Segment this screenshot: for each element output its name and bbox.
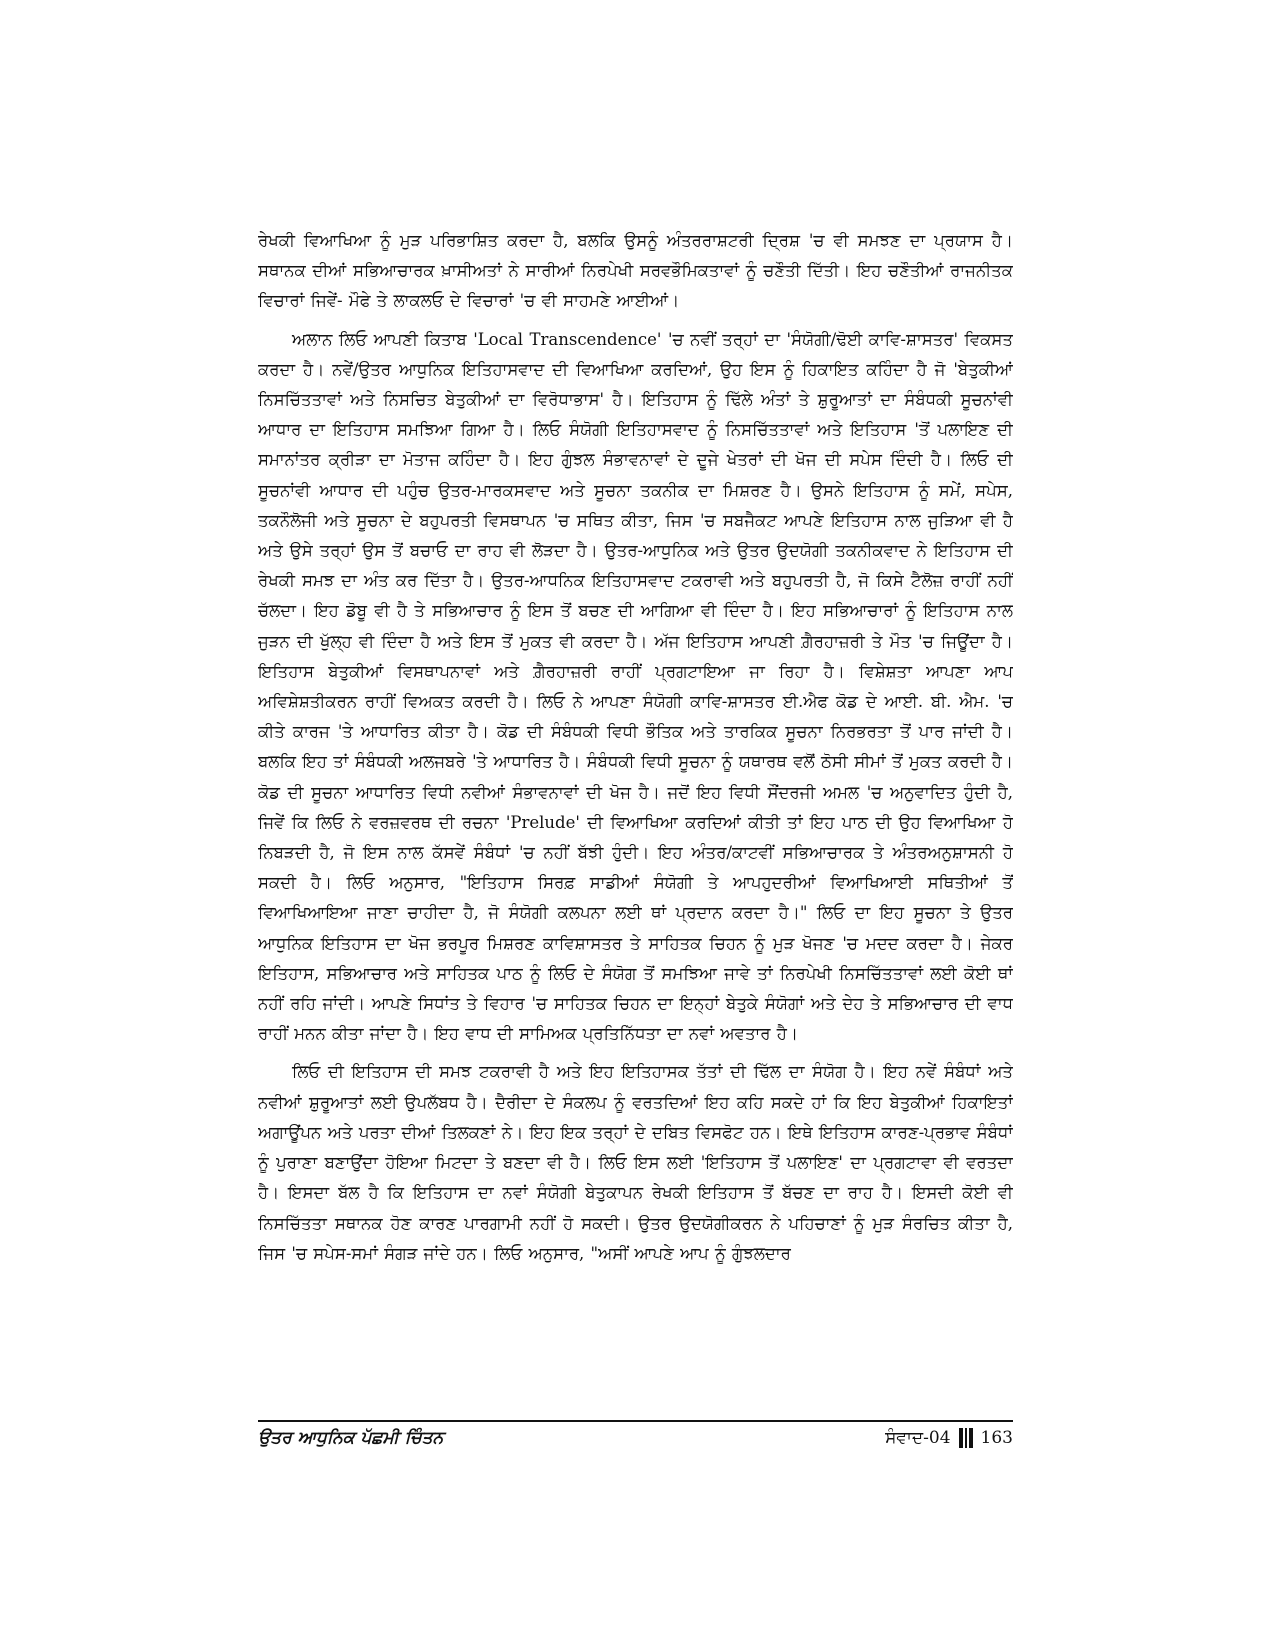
journal-name: ਸੰਵਾਦ-04 (885, 1428, 951, 1448)
body-text (258, 226, 1013, 1413)
paragraph: ਰੇਖਕੀ ਵਿਆਖਿਆ ਨੂੰ ਮੁੜ ਪਰਿਭਾਸ਼ਿਤ ਕਰਦਾ ਹੈ, ਬਲਕਿ ਉਸਨੂੰ ਅੰਤਰਰਾਸ਼ਟਰੀ ਦ੍ਰਿਸ਼ 'ਚ ਵੀ ਸਮਝਣ ਦਾ ਪ੍ਰਯਾਸ ਹੈ। ਸਥਾਨਕ ਦੀਆਂ ਸਭਿਆਚਾਰਕ ਖ਼ਾਸੀਅਤਾਂ ਨੇ ਸਾਰੀਆਂ ਨਿਰਪੇਖੀ ਸਰਵਭੌਮਿਕਤਾਵਾਂ ਨੂੰ ਚਣੌਤੀ ਦਿੱਤੀ। ਇਹ ਚਣੌਤੀਆਂ ਰਾਜਨੀਤਕ ਵਿਚਾਰਾਂ ਜਿਵੇਂ- ਮੌਫੇ ਤੇ ਲਾਕਲਓ ਦੇ ਵਿਚਾਰਾਂ 'ਚ ਵੀ ਸਾਹਮਣੇ ਆਈਆਂ। (258, 231, 1013, 311)
page-number: 163 (980, 1428, 1013, 1448)
footer-right (885, 1428, 1013, 1448)
document-page (258, 226, 1013, 1576)
paragraph: ਅਲਾਨ ਲਿਓ ਆਪਣੀ ਕਿਤਾਬ 'Local Transcendence' 'ਚ ਨਵੀਂ ਤਰ੍ਹਾਂ ਦਾ 'ਸੰਯੋਗੀ/ਢੋਈ ਕਾਵਿ-ਸ਼ਾਸਤਰ' ਵਿਕਸਤ ਕਰਦਾ ਹੈ। ਨਵੇਂ/ਉਤਰ ਆਧੁਨਿਕ ਇਤਿਹਾਸਵਾਦ ਦੀ ਵਿਆਖਿਆ ਕਰਦਿਆਂ, ਉਹ ਇਸ ਨੂੰ ਹਿਕਾਇਤ ਕਹਿੰਦਾ ਹੈ ਜੋ 'ਬੇਤੁਕੀਆਂ ਨਿਸਚਿੱਤਤਾਵਾਂ ਅਤੇ ਨਿਸਚਿਤ ਬੇਤੁਕੀਆਂ ਦਾ ਵਿਰੋਧਾਭਾਸ' ਹੈ। ਇਤਿਹਾਸ ਨੂੰ ਢਿੱਲੇ ਅੰਤਾਂ ਤੇ ਸ਼ੁਰੂਆਤਾਂ ਦਾ ਸੰਬੰਧਕੀ ਸੂਚਨਾਂਵੀ ਆਧਾਰ ਦਾ ਇਤਿਹਾਸ ਸਮਝਿਆ ਗਿਆ ਹੈ। ਲਿਓ ਸੰਯੋਗੀ ਇਤਿਹਾਸਵਾਦ ਨੂੰ ਨਿਸਚਿੱਤਤਾਵਾਂ ਅਤੇ ਇਤਿਹਾਸ 'ਤੋਂ ਪਲਾਇਣ ਦੀ ਸਮਾਨਾਂਤਰ ਕ੍ਰੀੜਾ ਦਾ ਮੋਤਾਜ ਕਹਿੰਦਾ ਹੈ। ਇਹ ਗੁੰਝਲ ਸੰਭਾਵਨਾਵਾਂ ਦੇ ਦੂਜੇ ਖੇਤਰਾਂ ਦੀ ਖੋਜ ਦੀ ਸਪੇਸ ਦਿੰਦੀ ਹੈ। ਲਿਓ ਦੀ ਸੂਚਨਾਂਵੀ ਆਧਾਰ ਦੀ ਪਹੁੰਚ ਉਤਰ-ਮਾਰਕਸਵਾਦ ਅਤੇ ਸੂਚਨਾ ਤਕਨੀਕ ਦਾ ਮਿਸ਼ਰਣ ਹੈ। ਉਸਨੇ ਇਤਿਹਾਸ ਨੂੰ ਸਮੇਂ, ਸਪੇਸ, ਤਕਨੌਲੋਜੀ ਅਤੇ ਸੂਚਨਾ ਦੇ ਬਹੁਪਰਤੀ ਵਿਸਥਾਪਨ 'ਚ ਸਥਿਤ ਕੀਤਾ, ਜਿਸ 'ਚ ਸਬਜੈਕਟ ਆਪਣੇ ਇਤਿਹਾਸ ਨਾਲ ਜੁੜਿਆ ਵੀ ਹੈ ਅਤੇ ਉਸੇ ਤਰ੍ਹਾਂ ਉਸ ਤੋਂ ਬਚਾਓ ਦਾ ਰਾਹ ਵੀ ਲੋੜਦਾ ਹੈ। ਉਤਰ-ਆਧੁਨਿਕ ਅਤੇ ਉਤਰ ਉਦਯੋਗੀ ਤਕਨੀਕਵਾਦ ਨੇ ਇਤਿਹਾਸ ਦੀ ਰੇਖਕੀ ਸਮਝ ਦਾ ਅੰਤ ਕਰ ਦਿੱਤਾ ਹੈ। ਉਤਰ-ਆਧਨਿਕ ਇਤਿਹਾਸਵਾਦ ਟਕਰਾਵੀ ਅਤੇ ਬਹੁਪਰਤੀ ਹੈ, ਜੋ ਕਿਸੇ ਟੈਲੋਜ਼ ਰਾਹੀਂ ਨਹੀਂ ਚੱਲਦਾ। ਇਹ ਡੋਬੂ ਵੀ ਹੈ ਤੇ ਸਭਿਆਚਾਰ ਨੂੰ ਇਸ ਤੋਂ ਬਚਣ ਦੀ ਆਗਿਆ ਵੀ ਦਿੰਦਾ ਹੈ। ਇਹ ਸਭਿਆਚਾਰਾਂ ਨੂੰ ਇਤਿਹਾਸ ਨਾਲ ਜੁੜਨ ਦੀ ਖੁੱਲ੍ਹ ਵੀ ਦਿੰਦਾ ਹੈ ਅਤੇ ਇਸ ਤੋਂ ਮੁਕਤ ਵੀ ਕਰਦਾ ਹੈ। ਅੱਜ ਇਤਿਹਾਸ ਆਪਣੀ ਗ਼ੈਰਹਾਜ਼ਰੀ ਤੇ ਮੌਤ 'ਚ ਜਿਊਂਦਾ ਹੈ। ਇਤਿਹਾਸ ਬੇਤੁਕੀਆਂ ਵਿਸਥਾਪਨਾਵਾਂ ਅਤੇ ਗ਼ੈਰਹਾਜ਼ਰੀ ਰਾਹੀਂ ਪ੍ਰਗਟਾਇਆ ਜਾ ਰਿਹਾ ਹੈ। ਵਿਸ਼ੇਸ਼ਤਾ ਆਪਣਾ ਆਪ ਅਵਿਸ਼ੇਸ਼ਤੀਕਰਨ ਰਾਹੀਂ ਵਿਅਕਤ ਕਰਦੀ ਹੈ। ਲਿਓ ਨੇ ਆਪਣਾ ਸੰਯੋਗੀ ਕਾਵਿ-ਸ਼ਾਸਤਰ ਈ.ਐਫ ਕੋਡ ਦੇ ਆਈ. ਬੀ. ਐਮ. 'ਚ ਕੀਤੇ ਕਾਰਜ 'ਤੇ ਆਧਾਰਿਤ ਕੀਤਾ ਹੈ। ਕੋਡ ਦੀ ਸੰਬੰਧਕੀ ਵਿਧੀ ਭੌਤਿਕ ਅਤੇ ਤਾਰਕਿਕ ਸੂਚਨਾ ਨਿਰਭਰਤਾ ਤੋਂ ਪਾਰ ਜਾਂਦੀ ਹੈ। ਬਲਕਿ ਇਹ ਤਾਂ ਸੰਬੰਧਕੀ ਅਲਜਬਰੇ 'ਤੇ ਆਧਾਰਿਤ ਹੈ। ਸੰਬੰਧਕੀ ਵਿਧੀ ਸੂਚਨਾ ਨੂੰ ਯਥਾਰਥ ਵਲੋਂ ਠੋਸੀ ਸੀਮਾਂ ਤੋਂ ਮੁਕਤ ਕਰਦੀ ਹੈ। ਕੋਡ ਦੀ ਸੂਚਨਾ ਆਧਾਰਿਤ ਵਿਧੀ ਨਵੀਆਂ ਸੰਭਾਵਨਾਵਾਂ ਦੀ ਖੋਜ ਹੈ। ਜਦੋਂ ਇਹ ਵਿਧੀ ਸੌਂਦਰਜੀ ਅਮਲ 'ਚ ਅਨੁਵਾਦਿਤ ਹੁੰਦੀ ਹੈ, ਜਿਵੇਂ ਕਿ ਲਿਓ ਨੇ ਵਰਜ਼ਵਰਥ ਦੀ ਰਚਨਾ 'Prelude' ਦੀ ਵਿਆਖਿਆ ਕਰਦਿਆਂ ਕੀਤੀ ਤਾਂ ਇਹ ਪਾਠ ਦੀ ਉਹ ਵਿਆਖਿਆ ਹੋ ਨਿਬੜਦੀ ਹੈ, ਜੋ ਇਸ ਨਾਲ ਕੱਸਵੇਂ ਸੰਬੰਧਾਂ 'ਚ ਨਹੀਂ ਬੱਝੀ ਹੁੰਦੀ। ਇਹ ਅੰਤਰ/ਕਾਟਵੀਂ ਸਭਿਆਚਾਰਕ ਤੇ ਅੰਤਰਅਨੁਸ਼ਾਸਨੀ ਹੋ ਸਕਦੀ ਹੈ। ਲਿਓ ਅਨੁਸਾਰ, "ਇਤਿਹਾਸ ਸਿਰਫ਼ ਸਾਡੀਆਂ ਸੰਯੋਗੀ ਤੇ ਆਪਹੁਦਰੀਆਂ ਵਿਆਖਿਆਈ ਸਥਿਤੀਆਂ ਤੋਂ ਵਿਆਖਿਆਇਆ ਜਾਣਾ ਚਾਹੀਦਾ ਹੈ, ਜੋ ਸੰਯੋਗੀ ਕਲਪਨਾ ਲਈ ਥਾਂ ਪ੍ਰਦਾਨ ਕਰਦਾ ਹੈ।" ਲਿਓ ਦਾ ਇਹ ਸੂਚਨਾ ਤੇ ਉਤਰ ਆਧੁਨਿਕ ਇਤਿਹਾਸ ਦਾ ਖੋਜ ਭਰਪੂਰ ਮਿਸ਼ਰਣ ਕਾਵਿਸ਼ਾਸਤਰ ਤੇ ਸਾਹਿਤਕ ਚਿਹਨ ਨੂੰ ਮੁੜ ਖੋਜਣ 'ਚ ਮਦਦ ਕਰਦਾ ਹੈ। ਜੇਕਰ ਇਤਿਹਾਸ, ਸਭਿਆਚਾਰ ਅਤੇ ਸਾਹਿਤਕ ਪਾਠ ਨੂੰ ਲਿਓ ਦੇ ਸੰਯੋਗ ਤੋਂ ਸਮਝਿਆ ਜਾਵੇ ਤਾਂ ਨਿਰਪੇਖੀ ਨਿਸਚਿੱਤਤਾਵਾਂ ਲਈ ਕੋਈ ਥਾਂ ਨਹੀਂ ਰਹਿ ਜਾਂਦੀ। ਆਪਣੇ ਸਿਧਾਂਤ ਤੇ ਵਿਹਾਰ 'ਚ ਸਾਹਿਤਕ ਚਿਹਨ ਦਾ ਇਨ੍ਹਾਂ ਬੇਤੁਕੇ ਸੰਯੋਗਾਂ ਅਤੇ ਦੇਹ ਤੇ ਸਭਿਆਚਾਰ ਦੀ ਵਾਧ ਰਾਹੀਂ ਮਨਨ ਕੀਤਾ ਜਾਂਦਾ ਹੈ। ਇਹ ਵਾਧ ਦੀ ਸਾਮਿਅਕ ਪ੍ਰਤਿਨਿੱਧਤਾ ਦਾ ਨਵਾਂ ਅਵਤਾਰ ਹੈ। (258, 329, 1013, 1044)
running-title: ਉਤਰ ਆਧੁਨਿਕ ਪੱਛਮੀ ਚਿੰਤਨ (258, 1428, 444, 1448)
page-footer (258, 1420, 1013, 1456)
paragraph: ਲਿਓ ਦੀ ਇਤਿਹਾਸ ਦੀ ਸਮਝ ਟਕਰਾਵੀ ਹੈ ਅਤੇ ਇਹ ਇਤਿਹਾਸਕ ਤੱਤਾਂ ਦੀ ਢਿੱਲ ਦਾ ਸੰਯੋਗ ਹੈ। ਇਹ ਨਵੇਂ ਸੰਬੰਧਾਂ ਅਤੇ ਨਵੀਆਂ ਸ਼ੁਰੂਆਤਾਂ ਲਈ ਉਪਲੱਬਧ ਹੈ। ਦੈਰੀਦਾ ਦੇ ਸੰਕਲਪ ਨੂੰ ਵਰਤਦਿਆਂ ਇਹ ਕਹਿ ਸਕਦੇ ਹਾਂ ਕਿ ਇਹ ਬੇਤੁਕੀਆਂ ਹਿਕਾਇਤਾਂ ਅਗਾਊਂਪਨ ਅਤੇ ਪਰਤਾ ਦੀਆਂ ਤਿਲਕਣਾਂ ਨੇ। ਇਹ ਇਕ ਤਰ੍ਹਾਂ ਦੇ ਦਬਿਤ ਵਿਸਫੋਟ ਹਨ। ਇਥੇ ਇਤਿਹਾਸ ਕਾਰਣ-ਪ੍ਰਭਾਵ ਸੰਬੰਧਾਂ ਨੂੰ ਪੁਰਾਣਾ ਬਣਾਉਂਦਾ ਹੋਇਆ ਮਿਟਦਾ ਤੇ ਬਣਦਾ ਵੀ ਹੈ। ਲਿਓ ਇਸ ਲਈ 'ਇਤਿਹਾਸ ਤੋਂ ਪਲਾਇਣ' ਦਾ ਪ੍ਰਗਟਾਵਾ ਵੀ ਵਰਤਦਾ ਹੈ। ਇਸਦਾ ਬੱਲ ਹੈ ਕਿ ਇਤਿਹਾਸ ਦਾ ਨਵਾਂ ਸੰਯੋਗੀ ਬੇਤੁਕਾਪਨ ਰੇਖਕੀ ਇਤਿਹਾਸ ਤੋਂ ਬੱਚਣ ਦਾ ਰਾਹ ਹੈ। ਇਸਦੀ ਕੋਈ ਵੀ ਨਿਸਚਿੱਤਤਾ ਸਥਾਨਕ ਹੋਣ ਕਾਰਣ ਪਾਰਗਾਮੀ ਨਹੀਂ ਹੋ ਸਕਦੀ। ਉਤਰ ਉਦਯੋਗੀਕਰਨ ਨੇ ਪਹਿਚਾਣਾਂ ਨੂੰ ਮੁੜ ਸੰਰਚਿਤ ਕੀਤਾ ਹੈ, ਜਿਸ 'ਚ ਸਪੇਸ-ਸਮਾਂ ਸੰਗੜ ਜਾਂਦੇ ਹਨ। ਲਿਓ ਅਨੁਸਾਰ, "ਅਸੀਂ ਆਪਣੇ ਆਪ ਨੂੰ ਗੁੰਝਲਦਾਰ (258, 1062, 1013, 1263)
bars-icon (959, 1428, 973, 1448)
